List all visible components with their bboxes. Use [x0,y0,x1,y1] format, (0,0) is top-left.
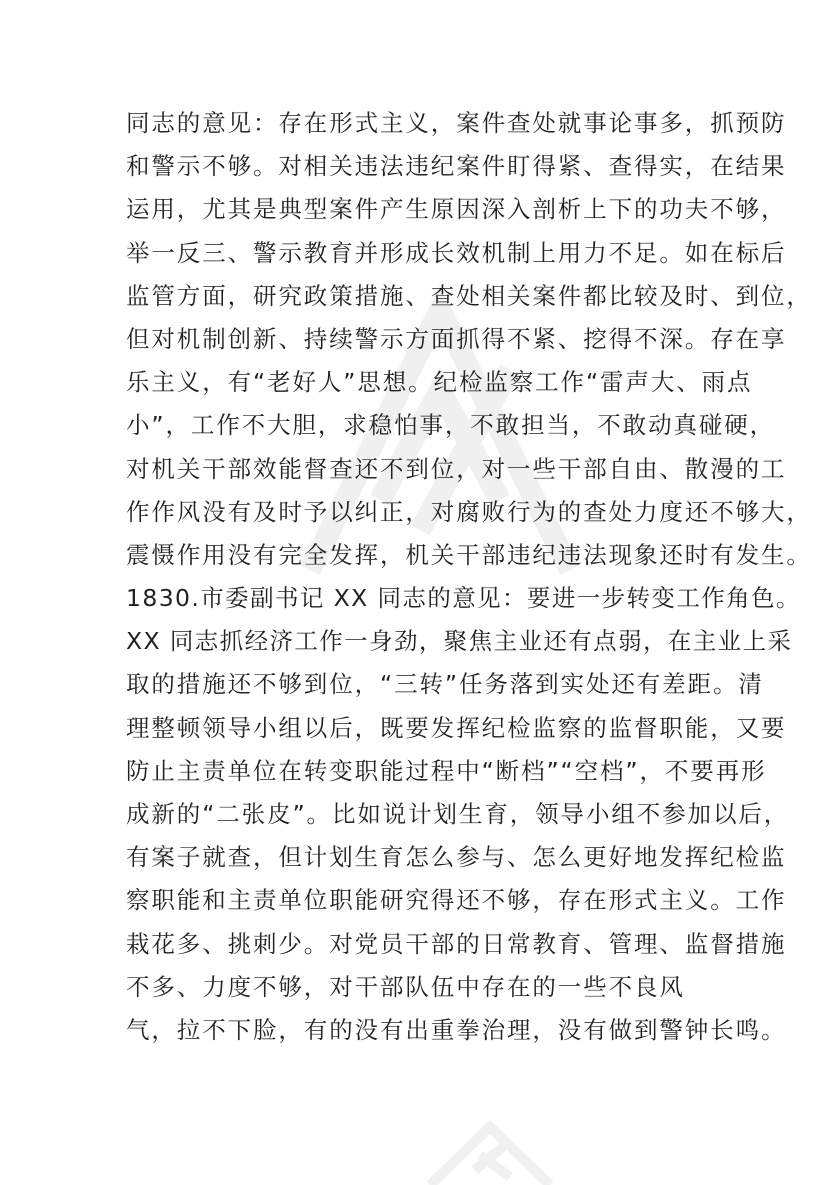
document-body [126,105,812,1055]
text-line: 乐主义，有“老好人”思想。纪检监察工作“雷声大、雨点 [126,368,753,397]
watermark-bottom-icon [420,1115,560,1185]
text-line: 不多、力度不够，对干部队伍中存在的一些不良风 [126,972,685,1001]
text-line: 对机关干部效能督查还不到位，对一些干部自由、散漫的工 [126,454,787,483]
text-line: 理整顿领导小组以后，既要发挥纪检监察的监督职能，又要 [126,713,787,742]
text-line: 监管方面，研究政策措施、查处相关案件都比较及时、到位， [126,281,812,310]
text-line: 举一反三、警示教育并形成长效机制上用力不足。如在标后 [126,238,787,267]
text-line: 和警示不够。对相关违法违纪案件盯得紧、查得实，在结果 [126,152,787,181]
text-line: 成新的“二张皮”。比如说计划生育，领导小组不参加以后， [126,800,790,828]
text-line: 但对机制创新、持续警示方面抓得不紧、挖得不深。存在享 [126,324,787,353]
text-line: 有案子就查，但计划生育怎么参与、怎么更好地发挥纪检监 [126,843,787,872]
text-line: 小”，工作不大胆，求稳怕事，不敢担当，不敢动真碰硬， [126,411,776,440]
text-line: 震慑作用没有完全发挥，机关干部违纪违法现象还时有发生。 [126,540,812,569]
text-line: XX 同志抓经济工作一身劲，聚焦主业还有点弱，在主业上采 [126,627,793,656]
text-line: 察职能和主责单位职能研究得还不够，存在形式主义。工作 [126,886,787,915]
text-line: 作作风没有及时予以纠正，对腐败行为的查处力度还不够大， [126,497,812,526]
text-line: 气，拉不下脸，有的没有出重拳治理，没有做到警钟长鸣。 [126,1015,787,1044]
text-line: 取的措施还不够到位，“三转”任务落到实处还有差距。清 [126,670,764,699]
text-line: 防止主责单位在转变职能过程中“断档”“空档”，不要再形 [126,756,767,785]
text-line: 运用，尤其是典型案件产生原因深入剖析上下的功夫不够， [126,195,787,224]
text-line: 同志的意见：存在形式主义，案件查处就事论事多，抓预防 [126,109,787,137]
text-line: 栽花多、挑刺少。对党员干部的日常教育、管理、监督措施 [126,929,787,958]
section-heading-line: 1830.市委副书记 XX 同志的意见：要进一步转变工作角色。 [126,584,801,613]
